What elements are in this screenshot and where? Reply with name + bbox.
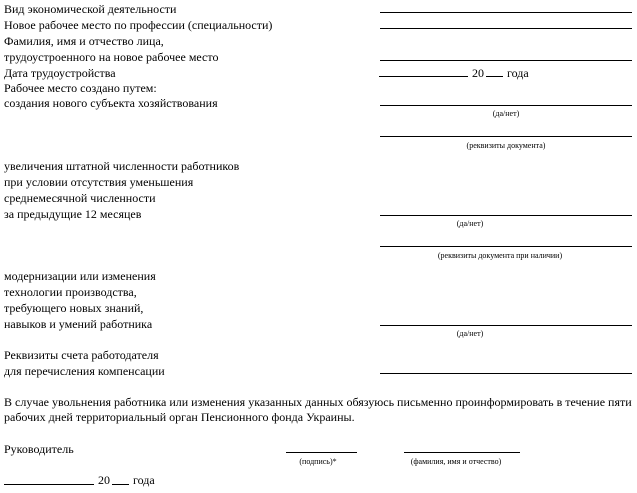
- footer-date-year-line[interactable]: [112, 484, 129, 485]
- option-staff-increase-line2: при условии отсутствия уменьшения: [4, 175, 194, 189]
- option-new-entity-details-caption: (реквизиты документа): [466, 141, 546, 150]
- created-by-label: Рабочее место создано путем:: [4, 81, 157, 95]
- option-modernization-line1: модернизации или изменения: [4, 269, 156, 283]
- option-staff-increase-line1: увеличения штатной численности работников: [4, 159, 240, 173]
- option-new-entity-label: создания нового субъекта хозяйствования: [4, 96, 218, 110]
- field-name-label-line2: трудоустроенного на новое рабочее место: [4, 50, 219, 64]
- full-name-line[interactable]: [404, 452, 520, 453]
- option-staff-increase-yesno-line[interactable]: [380, 215, 632, 216]
- field-profession-label: Новое рабочее место по профессии (специальности): [4, 18, 273, 32]
- employment-date-year-line[interactable]: [486, 76, 503, 77]
- notice-paragraph: В случае увольнения работника или изменения указанных данных обязуюсь письменно проинформировать в течение пяти рабочих дней территориальный орган Пенсионного фонда Украины.: [4, 395, 632, 424]
- field-profession-line[interactable]: [380, 28, 632, 29]
- field-employment-date-label: Дата трудоустройства: [4, 66, 116, 80]
- bank-details-label-line2: для перечисления компенсации: [4, 364, 165, 378]
- full-name-caption: (фамилия, имя и отчество): [410, 457, 502, 466]
- footer-date-year-prefix: 20: [98, 473, 110, 487]
- signature-caption: (подпись)*: [299, 457, 337, 466]
- bank-details-line[interactable]: [380, 373, 632, 374]
- option-staff-increase-yesno-caption: (да/нет): [456, 219, 484, 228]
- field-name-label-line1: Фамилия, имя и отчество лица,: [4, 34, 164, 48]
- employment-date-day-month-line[interactable]: [379, 76, 468, 77]
- field-name-line[interactable]: [380, 60, 632, 61]
- option-new-entity-details-line[interactable]: [380, 136, 632, 137]
- option-modernization-yesno-line[interactable]: [380, 325, 632, 326]
- option-modernization-yesno-caption: (да/нет): [456, 329, 484, 338]
- footer-date-year-suffix: года: [133, 473, 155, 487]
- signature-line[interactable]: [286, 452, 357, 453]
- option-staff-increase-line3: среднемесячной численности: [4, 191, 156, 205]
- option-new-entity-yesno-line[interactable]: [380, 105, 632, 106]
- option-modernization-line3: требующего новых знаний,: [4, 301, 144, 315]
- option-staff-increase-details-caption: (реквизиты документа при наличии): [437, 251, 563, 260]
- bank-details-label-line1: Реквизиты счета работодателя: [4, 348, 159, 362]
- footer-date-day-month-line[interactable]: [4, 484, 94, 485]
- field-activity-label: Вид экономической деятельности: [4, 2, 177, 16]
- employment-date-year-suffix: года: [507, 66, 529, 80]
- option-modernization-line2: технологии производства,: [4, 285, 137, 299]
- option-staff-increase-line4: за предыдущие 12 месяцев: [4, 207, 142, 221]
- employment-date-year-prefix: 20: [472, 66, 484, 80]
- option-new-entity-yesno-caption: (да/нет): [492, 109, 520, 118]
- field-activity-line[interactable]: [380, 12, 632, 13]
- option-modernization-line4: навыков и умений работника: [4, 317, 153, 331]
- head-label: Руководитель: [4, 442, 74, 456]
- option-staff-increase-details-line[interactable]: [380, 246, 632, 247]
